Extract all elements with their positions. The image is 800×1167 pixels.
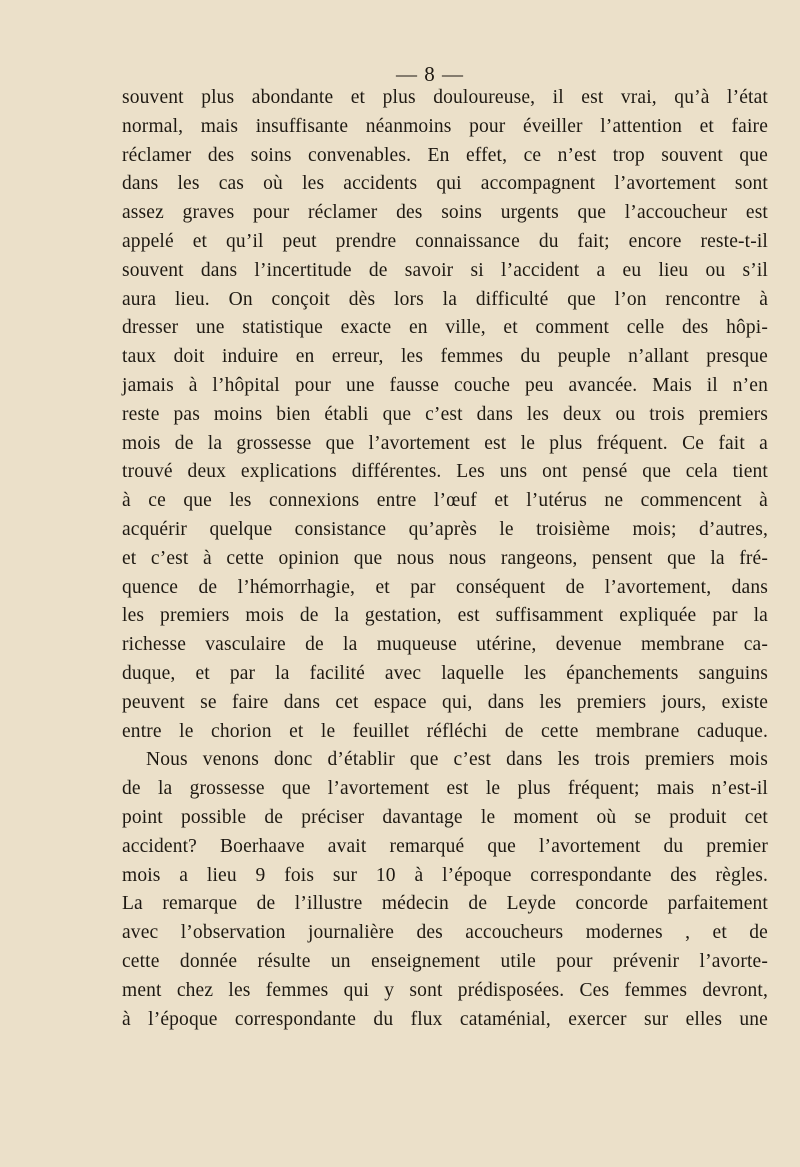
- text-line: les premiers mois de la gestation, est suffisamment expliquée par la: [122, 605, 768, 627]
- text-line: accident? Boerhaave avait remarqué que l’avortement du premier: [122, 835, 768, 857]
- text-line: acquérir quelque consistance qu’après le troisième mois; d’autres,: [122, 518, 768, 540]
- text-line: jamais à l’hôpital pour une fausse couche peu avancée. Mais il n’en: [122, 374, 768, 396]
- text-line: assez graves pour réclamer des soins urgents que l’accoucheur est: [122, 202, 768, 224]
- text-line: appelé et qu’il peut prendre connaissance du fait; encore reste-t-il: [122, 230, 768, 252]
- text-line: mois de la grossesse que l’avortement est le plus fréquent. Ce fait a: [122, 432, 768, 454]
- text-line: à l’époque correspondante du flux cataménial, exercer sur elles une: [122, 1008, 768, 1030]
- text-line: peuvent se faire dans cet espace qui, dans les premiers jours, existe: [122, 691, 768, 713]
- text-line: duque, et par la facilité avec laquelle les épanchements sanguins: [122, 662, 768, 684]
- text-line: aura lieu. On conçoit dès lors la difficulté que l’on rencontre à: [122, 288, 768, 310]
- text-line: souvent dans l’incertitude de savoir si l’accident a eu lieu ou s’il: [122, 259, 768, 281]
- text-line: point possible de préciser davantage le moment où se produit cet: [122, 806, 768, 828]
- text-line: trouvé deux explications différentes. Les uns ont pensé que cela tient: [122, 461, 768, 483]
- text-line: reste pas moins bien établi que c’est dans les deux ou trois premiers: [122, 403, 768, 425]
- paragraph-end-line: entre le chorion et le feuillet réfléchi de cette membrane caduque.: [122, 720, 768, 742]
- text-line: avec l’observation journalière des accoucheurs modernes , et de: [122, 922, 768, 944]
- text-line: dresser une statistique exacte en ville, et comment celle des hôpi-: [122, 317, 768, 339]
- body-text: [122, 84, 768, 1034]
- text-line: normal, mais insuffisante néanmoins pour éveiller l’attention et faire: [122, 115, 768, 137]
- text-line: à ce que les connexions entre l’œuf et l’utérus ne commencent à: [122, 490, 768, 512]
- text-line: quence de l’hémorrhagie, et par conséquent de l’avortement, dans: [122, 576, 768, 598]
- text-line: mois a lieu 9 fois sur 10 à l’époque correspondante des règles.: [122, 864, 768, 886]
- text-line: réclamer des soins convenables. En effet, ce n’est trop souvent que: [122, 144, 768, 166]
- text-line: cette donnée résulte un enseignement utile pour prévenir l’avorte-: [122, 950, 768, 972]
- text-line: ment chez les femmes qui y sont prédisposées. Ces femmes devront,: [122, 979, 768, 1001]
- text-line: et c’est à cette opinion que nous nous rangeons, pensent que la fré-: [122, 547, 768, 569]
- text-line: souvent plus abondante et plus douloureuse, il est vrai, qu’à l’état: [122, 87, 768, 108]
- text-line: taux doit induire en erreur, les femmes du peuple n’allant presque: [122, 346, 768, 368]
- page-number: — 8 —: [396, 62, 464, 86]
- paragraph-start-line: Nous venons donc d’établir que c’est dans les trois premiers mois: [146, 749, 768, 771]
- text-line: La remarque de l’illustre médecin de Leyde concorde parfaitement: [122, 893, 768, 915]
- text-line: dans les cas où les accidents qui accompagnent l’avortement sont: [122, 173, 768, 195]
- text-line: de la grossesse que l’avortement est le plus fréquent; mais n’est-il: [122, 778, 768, 800]
- text-line: richesse vasculaire de la muqueuse utérine, devenue membrane ca-: [122, 634, 768, 656]
